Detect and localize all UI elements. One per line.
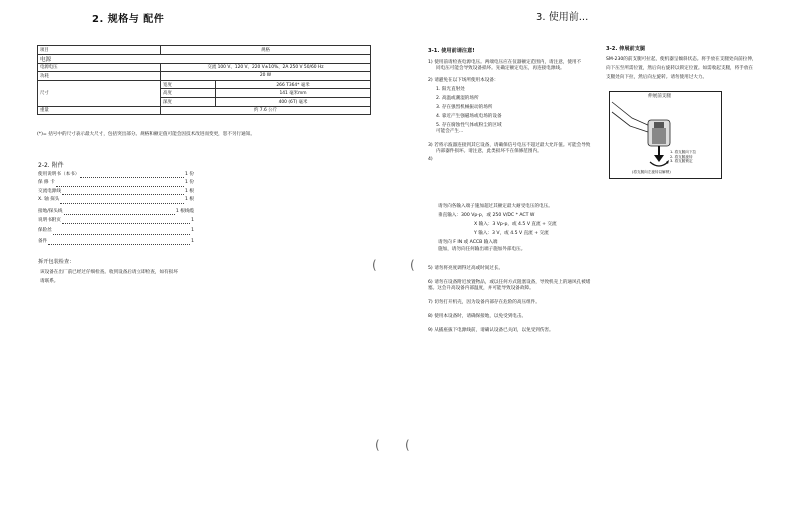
spec-row-sublabel: 宽度: [161, 80, 216, 89]
list-item: 交流电源线 1 根: [38, 188, 194, 194]
input-limit-line: 请勿向各输入端子施加超过其额定最大耐受电压的电压。: [438, 204, 553, 209]
list-item: 可能会产生...: [436, 129, 464, 134]
input-limit-line: 施加，请勿向任何输出端子施加外部电压。: [438, 247, 526, 252]
input-limits-block: [438, 204, 557, 253]
input-limit-line: 请勿向 F IN 或 ACCB 输入端: [438, 240, 498, 245]
caption-line: 1. 将支腿向下拉: [670, 150, 697, 154]
input-limit-line: X 输入：3 Vp-p，或 4.5 V 直流 + 交流: [474, 222, 557, 227]
list-item: 5) 请勿将亮度调得过高或时间过长。: [428, 266, 504, 271]
col1-items-after: [428, 266, 728, 342]
figure-caption: [670, 150, 696, 164]
spec-row-value: 20 W: [161, 72, 371, 81]
spec-group-power: 电源: [38, 54, 371, 63]
spec-row-label: 电源电压: [38, 63, 161, 72]
spec-row-sublabel: 深度: [161, 97, 216, 106]
list-item: 2. 高温或潮湿的场所: [436, 96, 479, 101]
col2-title: 3-2. 伸展前支腿: [606, 46, 646, 52]
list-item: 3. 存在强烈机械振动的场所: [436, 105, 493, 110]
spec-row-value: 交流 100 V、120 V、220 V±10%、2A 250 V 50/60 Hz: [161, 63, 371, 72]
spec-row-label: 重量: [38, 106, 161, 115]
spec-table: [37, 45, 371, 115]
col2-text-line: SM-230的前支腿可拉起，使机器呈倾斜状态。将手放在支腿处向前拉伸，: [606, 57, 757, 62]
list-item: 使用说明书（本书） 1 份: [38, 172, 194, 177]
spec-header-spec: 规格: [161, 46, 371, 55]
list-item: 1) 使用前请检查电源电压。两端电压应在仪器额定范围内，请注意，使用不 同电压可能会导致设备损坏。先确定额定电压，再连接电源线。: [428, 60, 582, 71]
caption-line: (将支腿向左旋转以解锁): [632, 170, 671, 174]
binding-mark: (: [372, 258, 377, 272]
spec-row-label: 功耗: [38, 72, 161, 81]
list-item: 6) 请勿在设备附近放置物品，或以任何方式阻塞设备，导致机壳上的通风孔被堵塞。这会升高设备内部温度，并可能导致设备故障。: [428, 280, 591, 291]
list-item: 4. 靠近产生强磁场或电场的设备: [436, 114, 502, 119]
section-title-specs: 2. 规格与 配件: [92, 14, 165, 25]
binding-mark: (: [410, 258, 415, 272]
list-item: 备件 1: [38, 238, 194, 244]
list-item: 7) 切勿打开机壳，因为设备内部存在危险的高压组件。: [428, 300, 540, 305]
spec-row-value: 141 毫米mm: [216, 89, 371, 98]
list-item: 2) 请避免在以下场所使用本设备：: [428, 78, 499, 83]
list-item: 8) 使用本设备时，请确保接地，以免受到电击。: [428, 314, 527, 319]
list-item: 1. 阳光直射处: [436, 87, 465, 92]
input-limit-line: Y 输入：3 V，或 4.5 V 直流 + 交流: [474, 231, 549, 236]
list-item: 4): [428, 157, 433, 162]
accessories-title: 2-2. 附件: [38, 162, 64, 169]
unpack-title: 拆开包装检查：: [38, 259, 75, 265]
spec-note: (*)= 括号中的尺寸表示最大尺寸，包括突出部分。规格和额定值可能会因技术改进而变更，恕不另行通知。: [37, 132, 255, 137]
caption-line: 2. 将支腿旋转: [670, 154, 693, 159]
input-limit-line: 垂直输入：300 Vp-p，或 250 V/DC * ACT W: [438, 213, 535, 218]
spec-header-item: 项目: [38, 46, 161, 55]
spec-row-sublabel: 高度: [161, 89, 216, 98]
caption-line: 3. 将支腿锁定: [670, 159, 693, 164]
list-item: 保 修 卡 1 份: [38, 180, 194, 186]
spec-row-label: 尺寸: [38, 80, 161, 106]
list-item: 保险丝 1: [38, 228, 194, 234]
unpack-text-line: 请联系。: [40, 279, 59, 284]
section-title-before-use: 3. 使用前...: [536, 12, 589, 23]
spec-row-value: 266 T364* 毫米: [216, 80, 371, 89]
figure-title: 伸展前支腿: [648, 94, 671, 99]
list-item: 5. 存在腐蚀性气体或粉尘的区域: [436, 123, 502, 128]
list-item: 3) 若将示波器连接到其它设备，请确保信号电压不超过最大允许值。可能会导致 内部器件损坏。请注意，此类损坏不在保修范围内。: [428, 143, 591, 154]
binding-mark: (: [405, 438, 410, 452]
list-item: 接地/探头线 1 根线缆: [38, 208, 194, 214]
leg-illustration: [610, 100, 721, 172]
unpack-text-line: 该设备在出厂前已经过仔细检查。收到设备后请立即检查，如有损坏: [40, 270, 178, 275]
spec-row-value: 约 7.6 公斤: [161, 106, 371, 115]
col1-items: [428, 60, 598, 163]
figure-front-leg: [609, 91, 722, 179]
list-item: X. 轴 探头 1 根: [38, 197, 194, 203]
list-item: 9) 从插座拔下电源线前，请确认设备已关闭，以免受到伤害。: [428, 328, 554, 333]
accessories-list: [38, 172, 194, 247]
list-item: 说明书附页 1: [38, 217, 194, 223]
spec-row-value: 400 (6T) 毫米: [216, 97, 371, 106]
binding-mark: (: [375, 438, 380, 452]
col1-title: 3-1. 使用前请注意!: [428, 48, 475, 54]
col2-text-line: 支腿处向下拉，然后向左旋转。请勿使用过大力。: [606, 75, 708, 80]
col2-text-line: 向下压至所需位置，然后向右旋转以锁定位置。如需收起支腿，将手放在: [606, 66, 754, 71]
